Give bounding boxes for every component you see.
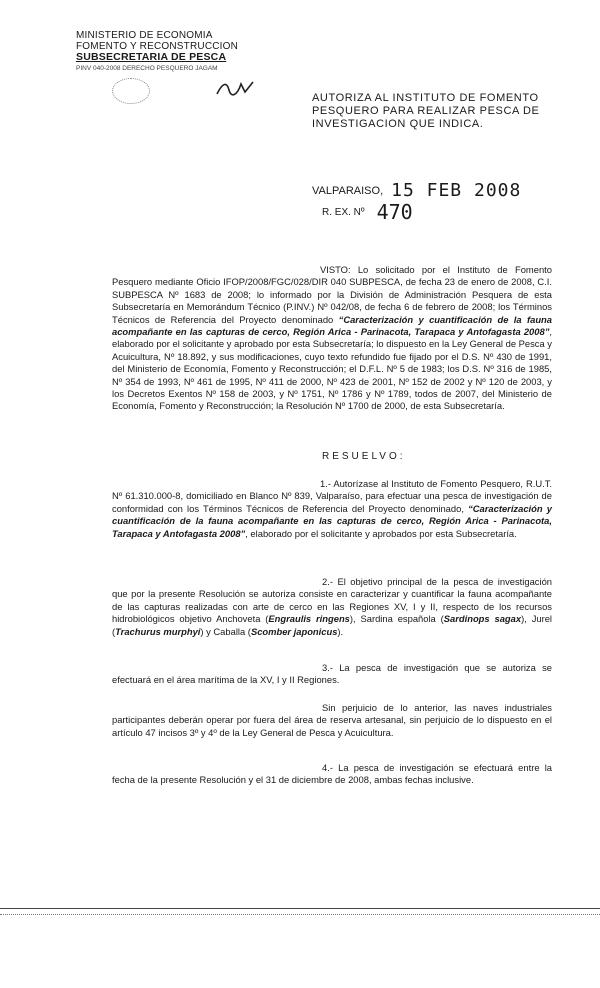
item-1-project-title: “Caracterización y cuantificación de la fauna acompañante en las capturas de cerco, Región Arica - Parinacota, Tarapaca y Antofagasta 2008” xyxy=(112,502,552,539)
item-4 xyxy=(112,762,552,787)
subsecretaria-name: SUBSECRETARIA DE PESCA xyxy=(76,51,227,63)
resolution-number xyxy=(322,200,413,224)
species-3: Trachurus murphyi xyxy=(115,625,201,637)
item-2-text-3: ), Jurel ( xyxy=(112,613,553,637)
subject-heading: AUTORIZA AL INSTITUTO DE FOMENTO PESQUERO PARA REALIZAR PESCA DE INVESTIGACION QUE INDICA. xyxy=(312,92,540,130)
item-3 xyxy=(112,662,552,687)
item-3-note xyxy=(112,702,552,739)
reference-line: PINV 040-2008 DERECHO PESQUERO JAGAM xyxy=(76,65,218,72)
visto-text-2: , elaborado por el solicitante y aprobado por esta Subsecretaría; lo dispuesto en la Ley General de Pesca y Acuicultura, Nº 18.892, y sus modificaciones, cuyo texto refundido fue fijado por el D.S. Nº 430 de 1991, del Ministerio de Economía, Fomento y Reconstrucción; el D.F.L. Nº 5 de 1983; los D.S. Nº 316 de 1985, Nº 354 de 1993, Nº 461 de 1995, Nº 411 de 2000, Nº 423 de 2001, Nº 152 de 2002 y Nº 120 de 2003, y los Decretos Exentos Nº 158 de 2003, y Nº 1751, Nº 1786 y Nº 1789, todos de 2007, del Ministerio de Economía, Fomento y Reconstrucción; la Resolución Nº 1700 de 2000, de esta Subsecretaría. xyxy=(112,326,552,412)
ministry-subtitle: FOMENTO Y RECONSTRUCCION xyxy=(76,41,239,52)
species-2: Sardinops sagax xyxy=(443,613,522,625)
signature-mark xyxy=(215,78,255,98)
item-1 xyxy=(112,478,552,540)
visto-paragraph xyxy=(112,264,552,413)
visto-text-1: VISTO: Lo solicitado por el Instituto de Fomento Pesquero mediante Oficio IFOP/2008/FGC/028/DIR 040 SUBPESCA, de fecha 23 de enero de 2008, C.I. SUBPESCA Nº 1683 de 2008; lo informado por la División de Administración Pesquera de esta Subsecretaría en Memorándum Técnico (P.INV.) Nº 042/08, de fecha 6 de febrero de 2008; los Términos Técnicos de Referencia del Proyecto denominado xyxy=(112,264,552,325)
place-date xyxy=(312,180,521,201)
resuelvo-heading: RESUELVO: xyxy=(322,451,406,462)
item-2-text-5: ). xyxy=(337,625,344,637)
item-3-note-text: Sin perjuicio de lo anterior, las naves industriales participantes deberán operar por fuera del área de reserva artesanal, sin perjuicio de lo dispuesto en el artículo 47 incisos 3º y 4º de la Ley General de Pesca y Acuicultura. xyxy=(112,702,552,738)
stamp-seal xyxy=(112,78,150,104)
item-3-text: 3.- La pesca de investigación que se autoriza se efectuará en el área marítima de la XV, I y II Regiones. xyxy=(112,662,552,686)
resolution-label: R. EX. Nº xyxy=(322,207,365,218)
species-4: Scomber japonicus xyxy=(250,625,338,637)
date-stamp: 15 FEB 2008 xyxy=(391,180,522,201)
page-edge-line-2 xyxy=(0,914,600,915)
resolution-value: 470 xyxy=(376,200,413,224)
item-1-text-1: 1.- Autorízase al Instituto de Fomento Pesquero, R.U.T. Nº 61.310.000-8, domiciliado en Blanco Nº 839, Valparaíso, para efectuar una pesca de investigación de conformidad con los Términos Técnicos de Referencia del Proyecto denominado, xyxy=(112,478,552,514)
visto-project-title: “Caracterización y cuantificación de la fauna acompañante en las capturas de cerco, Región Arica - Parinacota, Tarapaca y Antofagasta 2008” xyxy=(112,313,552,338)
item-2-text-1: 2.- El objetivo principal de la pesca de investigación que por la presente Resolución se autoriza consiste en caracterizar y cuantificar la fauna acompañante de las capturas realizadas con arte de cerco en las Regiones XV, I y II, respecto de los recursos hidrobiológicos objetivo Anchoveta ( xyxy=(112,576,552,625)
ministry-name: MINISTERIO DE ECONOMIA xyxy=(76,30,213,41)
item-1-text-2: , elaborado por el solicitante y aprobados por esta Subsecretaría. xyxy=(245,527,517,539)
item-2 xyxy=(112,576,552,638)
species-1: Engraulis ringens xyxy=(268,613,350,625)
place-label: VALPARAISO, xyxy=(312,185,384,197)
letterhead xyxy=(76,30,276,74)
item-4-text: 4.- La pesca de investigación se efectuará entre la fecha de la presente Resolución y el 31 de diciembre de 2008, ambas fechas inclusive. xyxy=(112,762,552,786)
item-2-text-4: ) y Caballa ( xyxy=(200,625,251,637)
item-2-text-2: ), Sardina española ( xyxy=(349,613,444,625)
page-edge-line xyxy=(0,908,600,909)
